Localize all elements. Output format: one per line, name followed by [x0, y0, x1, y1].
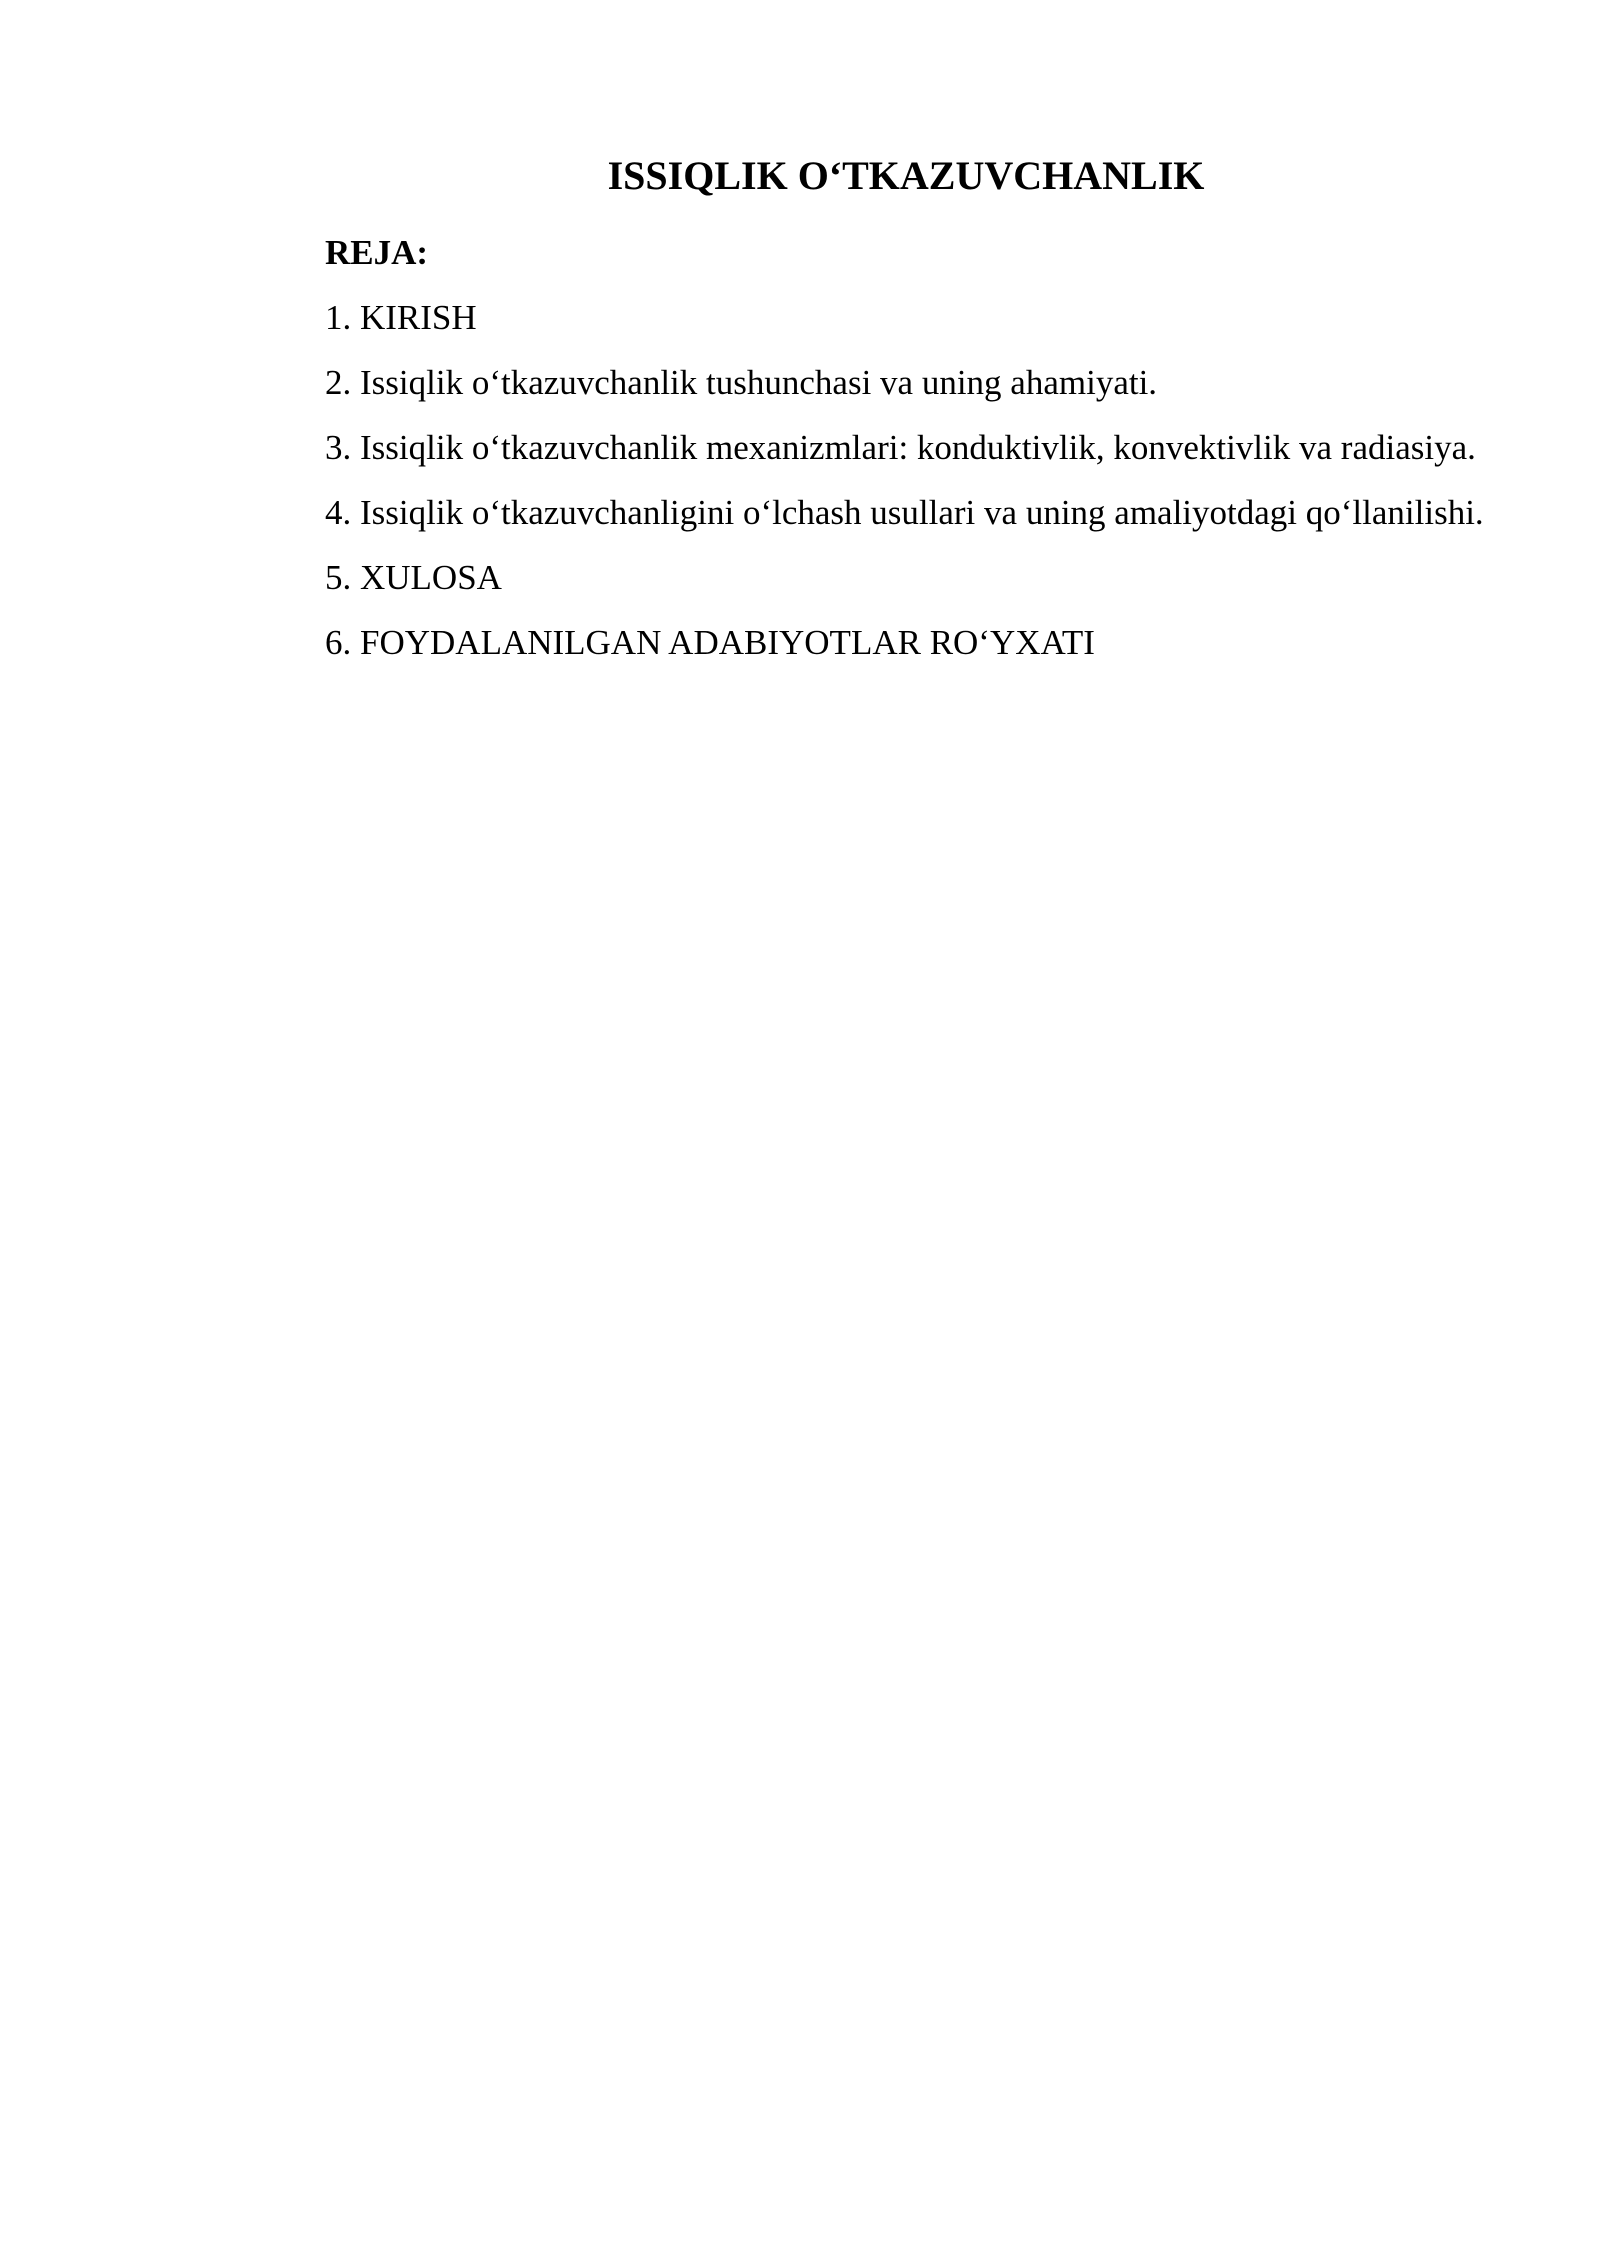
plan-section	[229, 220, 1486, 675]
plan-item-4: 4. Issiqlik o‘tkazuvchanligini o‘lchash usullari va uning amaliyotdagi qo‘llanilishi.	[325, 493, 1484, 532]
plan-item-6: 6. FOYDALANILGAN ADABIYOTLAR RO‘YXATI	[325, 623, 1095, 662]
plan-item-1: 1. KIRISH	[325, 298, 477, 337]
plan-item-3: 3. Issiqlik o‘tkazuvchanlik mexanizmlari: konduktivlik, konvektivlik va radiasiya.	[325, 428, 1476, 467]
plan-heading: REJA:	[325, 233, 429, 272]
plan-item-2: 2. Issiqlik o‘tkazuvchanlik tushunchasi va uning ahamiyati.	[325, 363, 1158, 402]
document-title: ISSIQLIK O‘TKAZUVCHANLIK	[607, 153, 1205, 198]
plan-item-5: 5. XULOSA	[325, 558, 502, 597]
